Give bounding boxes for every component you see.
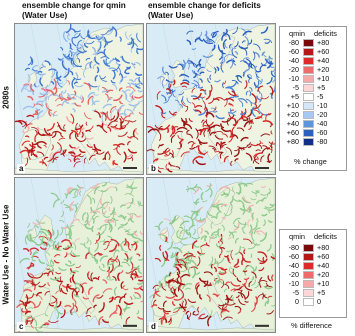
legend-left-label: +60 xyxy=(286,128,299,137)
legend-left-label: -60 xyxy=(288,252,299,261)
row-label-2080s: 2080s xyxy=(1,86,11,109)
legend-percent-change xyxy=(279,26,347,171)
legend-deficits-header: deficits xyxy=(314,232,338,241)
legend-left-label: +40 xyxy=(286,119,299,128)
legend-qmin-header: qmin xyxy=(289,232,306,241)
legend-left-label: -5 xyxy=(292,288,299,297)
legend-right-label: -20 xyxy=(317,110,328,119)
legend-left-label: +10 xyxy=(286,101,299,110)
legend-right-label: +80 xyxy=(317,243,330,252)
legend-left-label: -60 xyxy=(288,47,299,56)
legend-left-label: 0 xyxy=(295,297,299,306)
legend-left-label: -40 xyxy=(288,261,299,270)
legend-right-label: +5 xyxy=(317,83,326,92)
panel-title-qmin: ensemble change for qmin (Water Use) xyxy=(22,1,126,20)
legend-right-label: +20 xyxy=(317,270,330,279)
map-panel-d xyxy=(146,177,276,333)
legend-right-label: -40 xyxy=(317,119,328,128)
legend-swatch xyxy=(303,253,314,261)
legend-left-label: -10 xyxy=(288,279,299,288)
legend-right-label: +10 xyxy=(317,279,330,288)
panel-letter-c: c xyxy=(19,322,24,331)
legend-right-label: +80 xyxy=(317,38,330,47)
legend-unit: % change xyxy=(294,157,327,166)
legend-swatch xyxy=(303,48,314,56)
panel-title-deficits: ensemble change for deficits (Water Use) xyxy=(148,1,261,20)
legend-swatch xyxy=(303,93,314,101)
legend-unit-difference: % difference xyxy=(291,321,332,330)
legend-swatch xyxy=(303,75,314,83)
legend-left-label: -5 xyxy=(292,83,299,92)
legend-deficits-header: deficits xyxy=(314,29,338,38)
legend-right-label: +5 xyxy=(317,288,326,297)
legend-left-label: -20 xyxy=(288,270,299,279)
legend-right-label: +10 xyxy=(317,74,330,83)
panel-letter-d: d xyxy=(151,322,156,331)
legend-left-label: -80 xyxy=(288,243,299,252)
row-label-water-use-difference: Water Use - No Water Use xyxy=(1,204,11,305)
legend-swatch xyxy=(303,66,314,74)
legend-right-label: -60 xyxy=(317,128,328,137)
map-panel-b xyxy=(146,23,276,175)
legend-left-label: -80 xyxy=(288,38,299,47)
legend-swatch xyxy=(303,129,314,137)
legend-qmin-header: qmin xyxy=(289,29,306,38)
legend-left-label: -10 xyxy=(288,74,299,83)
map-panel-a xyxy=(14,23,144,175)
legend-right-label: -10 xyxy=(317,101,328,110)
legend-left-label: -40 xyxy=(288,56,299,65)
legend-left-label: +5 xyxy=(290,92,299,101)
legend-right-label: 0 xyxy=(317,297,321,306)
legend-right-label: +40 xyxy=(317,261,330,270)
legend-swatch xyxy=(303,120,314,128)
legend-swatch xyxy=(303,57,314,65)
legend-swatch xyxy=(303,262,314,270)
legend-swatch xyxy=(303,280,314,288)
legend-right-label: +20 xyxy=(317,65,330,74)
legend-swatch xyxy=(303,111,314,119)
legend-swatch xyxy=(303,244,314,252)
legend-right-label: -80 xyxy=(317,137,328,146)
legend-swatch xyxy=(303,271,314,279)
panel-letter-b: b xyxy=(151,164,156,173)
legend-right-label: +60 xyxy=(317,47,330,56)
legend-left-label: +20 xyxy=(286,110,299,119)
legend-swatch xyxy=(303,298,314,306)
legend-percent-difference xyxy=(279,229,347,318)
legend-right-label: +40 xyxy=(317,56,330,65)
legend-swatch xyxy=(303,102,314,110)
legend-swatch xyxy=(303,289,314,297)
legend-left-label: -20 xyxy=(288,65,299,74)
legend-swatch xyxy=(303,39,314,47)
map-panel-c xyxy=(14,177,144,333)
legend-swatch xyxy=(303,138,314,146)
legend-right-label: +60 xyxy=(317,252,330,261)
legend-left-label: +80 xyxy=(286,137,299,146)
legend-swatch xyxy=(303,84,314,92)
legend-right-label: -5 xyxy=(317,92,324,101)
panel-letter-a: a xyxy=(19,164,24,173)
